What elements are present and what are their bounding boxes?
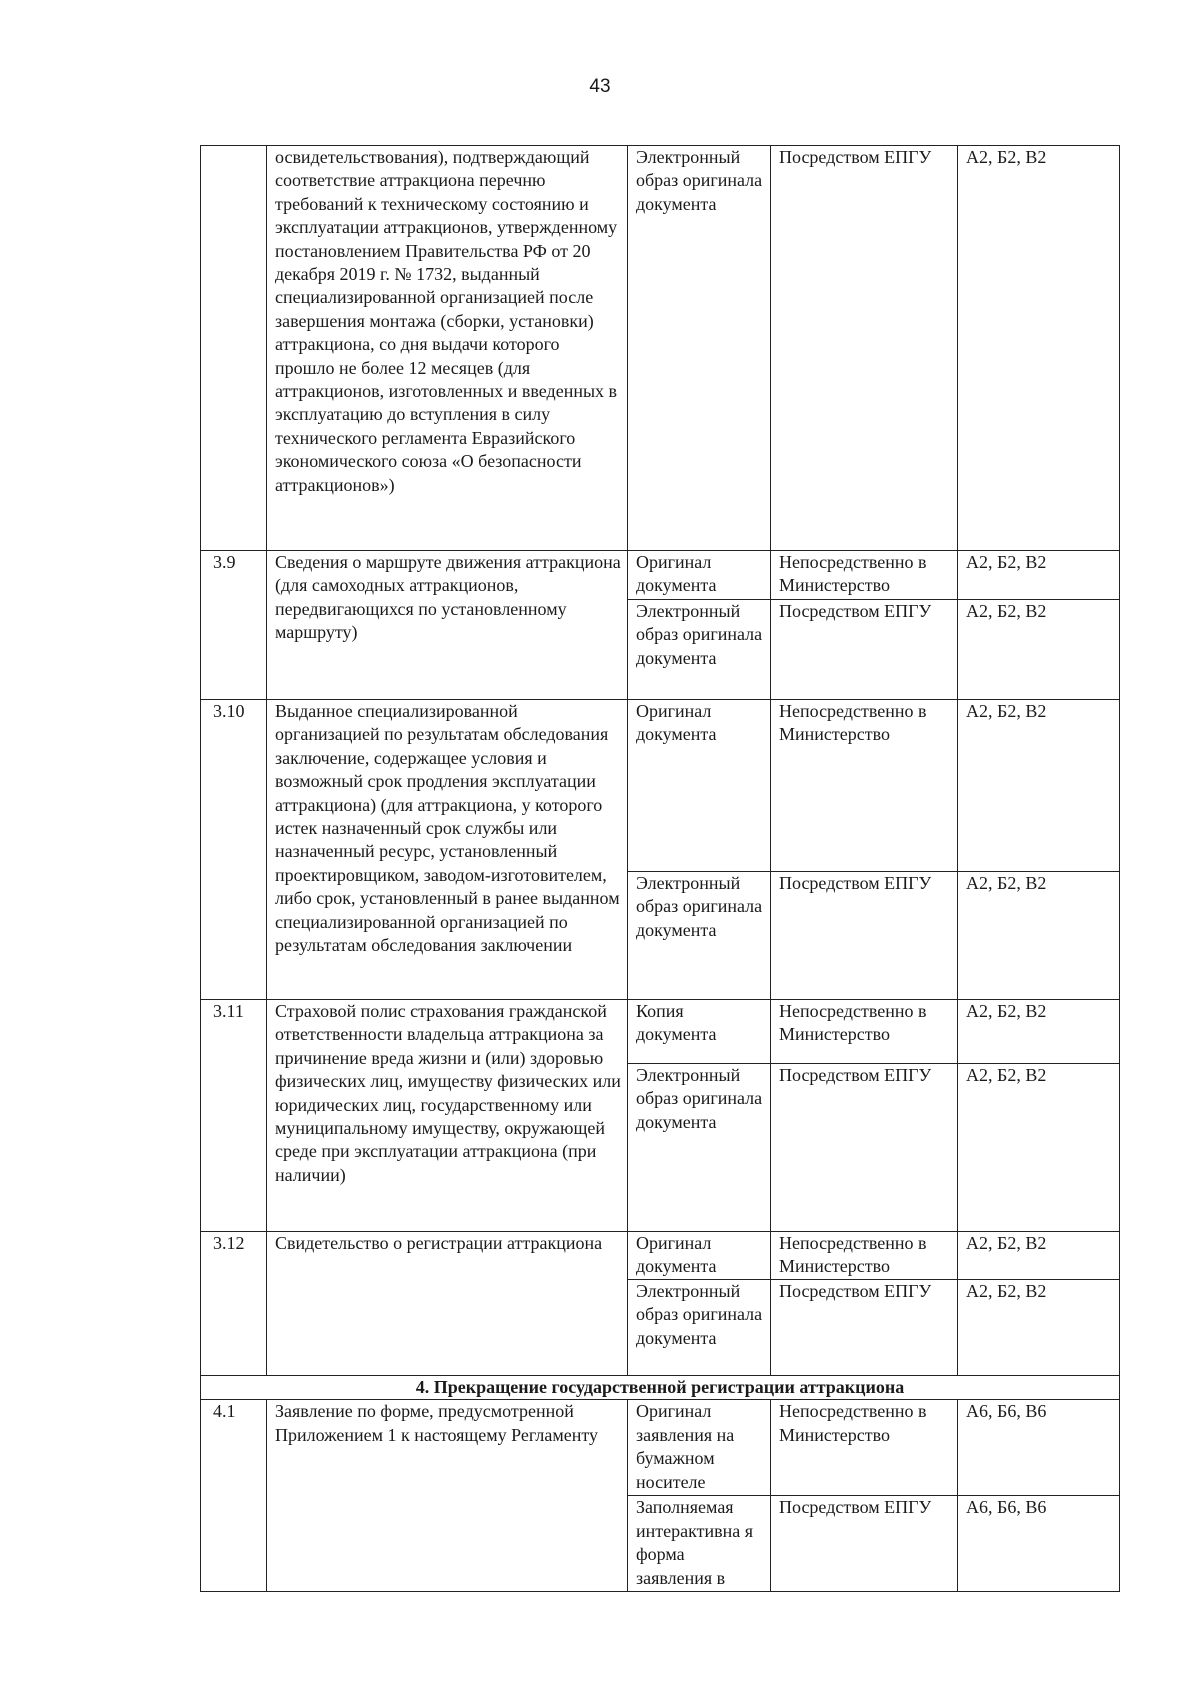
codes-cell: А2, Б2, В2: [958, 146, 1120, 551]
method-cell: Непосредственно в Министерство: [771, 551, 958, 600]
document-name-cell: Заявление по форме, предусмотренной Приложением 1 к настоящему Регламенту: [267, 1400, 628, 1592]
form-cell: Оригинал документа: [628, 551, 771, 600]
section-header-row: [201, 1376, 1120, 1400]
method-cell: Посредством ЕПГУ: [771, 1280, 958, 1376]
method-cell: Непосредственно в Министерство: [771, 1000, 958, 1064]
codes-cell: А2, Б2, В2: [958, 1000, 1120, 1064]
row-number-cell: 3.12: [201, 1232, 267, 1376]
row-number-cell: 3.10: [201, 700, 267, 1000]
form-cell: Электронный образ оригинала документа: [628, 146, 771, 551]
document-name-cell: Сведения о маршруте движения аттракциона (для самоходных аттракционов, передвигающихся по установленному маршруту): [267, 551, 628, 700]
form-cell: Электронный образ оригинала документа: [628, 600, 771, 700]
document-name-cell: Выданное специализированной организацией по результатам обследования заключение, содержащее условия и возможный срок продления эксплуатации аттракциона) (для аттракциона, у которого истек назначенный срок службы или назначенный ресурс, установленный проектировщиком, заводом-изготовителем, либо срок, установленный в ранее выданном специализированной организацией по результатам обследования заключении: [267, 700, 628, 1000]
codes-cell: А2, Б2, В2: [958, 1280, 1120, 1376]
method-cell: Посредством ЕПГУ: [771, 146, 958, 551]
method-cell: Посредством ЕПГУ: [771, 1064, 958, 1232]
table-row: [201, 1232, 1120, 1280]
method-cell: Посредством ЕПГУ: [771, 1496, 958, 1592]
form-cell: Электронный образ оригинала документа: [628, 1064, 771, 1232]
method-cell: Непосредственно в Министерство: [771, 1232, 958, 1280]
form-cell: Оригинал документа: [628, 700, 771, 872]
table-row: [201, 551, 1120, 600]
document-name-cell: Страховой полис страхования гражданской ответственности владельца аттракциона за причинение вреда жизни и (или) здоровью физических лиц, имуществу физических или юридических лиц, государственному или муниципальному имуществу, окружающей среде при эксплуатации аттракциона (при наличии): [267, 1000, 628, 1232]
page-number: 43: [589, 76, 611, 97]
table-row: [201, 700, 1120, 872]
codes-cell: А6, Б6, В6: [958, 1400, 1120, 1496]
row-number-cell: 3.9: [201, 551, 267, 700]
form-cell: Заполняемая интерактивна я форма заявления в: [628, 1496, 771, 1592]
table-row: [201, 1000, 1120, 1064]
codes-cell: А2, Б2, В2: [958, 872, 1120, 1000]
method-cell: Непосредственно в Министерство: [771, 700, 958, 872]
row-number-cell: 4.1: [201, 1400, 267, 1592]
codes-cell: А2, Б2, В2: [958, 1232, 1120, 1280]
table-row: [201, 146, 1120, 551]
form-cell: Электронный образ оригинала документа: [628, 1280, 771, 1376]
document-name-cell: Свидетельство о регистрации аттракциона: [267, 1232, 628, 1376]
codes-cell: А2, Б2, В2: [958, 551, 1120, 600]
form-cell: Оригинал заявления на бумажном носителе: [628, 1400, 771, 1496]
table-row: [201, 1400, 1120, 1496]
method-cell: Посредством ЕПГУ: [771, 600, 958, 700]
method-cell: Посредством ЕПГУ: [771, 872, 958, 1000]
codes-cell: А2, Б2, В2: [958, 1064, 1120, 1232]
form-cell: Оригинал документа: [628, 1232, 771, 1280]
codes-cell: А2, Б2, В2: [958, 700, 1120, 872]
document-name-cell: освидетельствования), подтверждающий соответствие аттракциона перечню требований к техническому состоянию и эксплуатации аттракционов, утвержденному постановлением Правительства РФ от 20 декабря 2019 г. № 1732, выданный специализированной организацией после завершения монтажа (сборки, установки) аттракциона, со дня выдачи которого прошло не более 12 месяцев (для аттракционов, изготовленных и введенных в эксплуатацию до вступления в силу технического регламента Евразийского экономического союза «О безопасности аттракционов»): [267, 146, 628, 551]
codes-cell: А6, Б6, В6: [958, 1496, 1120, 1592]
codes-cell: А2, Б2, В2: [958, 600, 1120, 700]
row-number-cell: 3.11: [201, 1000, 267, 1232]
form-cell: Копия документа: [628, 1000, 771, 1064]
document-table: [200, 145, 1120, 1592]
method-cell: Непосредственно в Министерство: [771, 1400, 958, 1496]
row-number-cell: [201, 146, 267, 551]
form-cell: Электронный образ оригинала документа: [628, 872, 771, 1000]
section-title: 4. Прекращение государственной регистрации аттракциона: [201, 1376, 1120, 1400]
